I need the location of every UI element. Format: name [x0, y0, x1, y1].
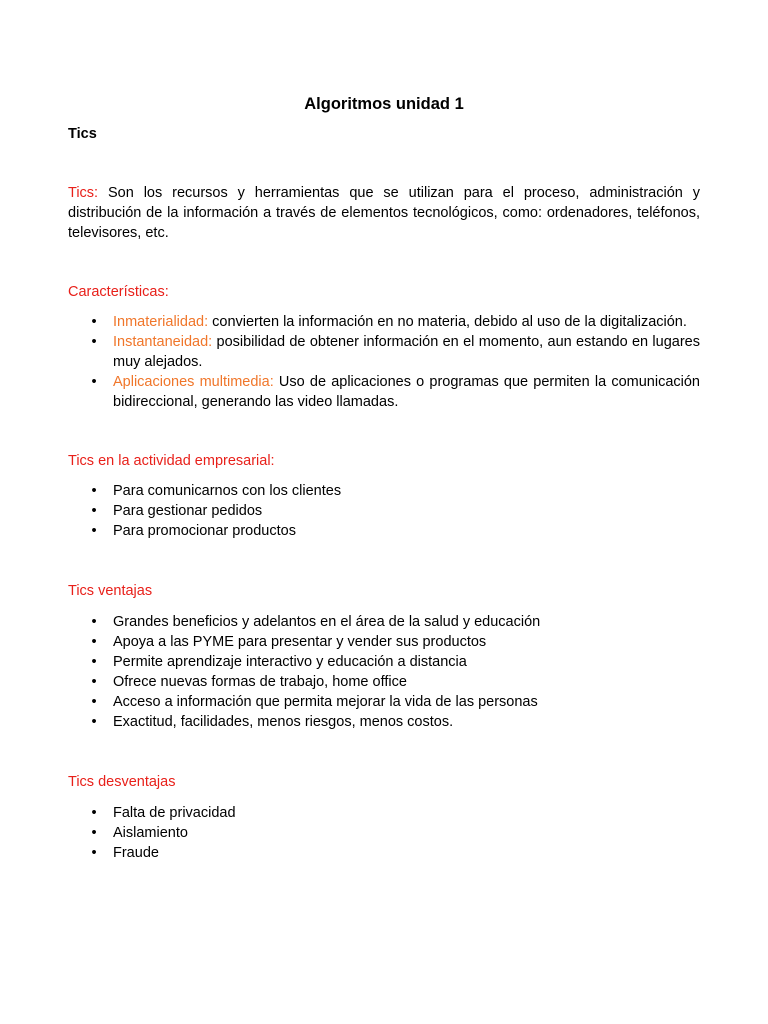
intro-paragraph	[68, 183, 700, 243]
bullet-icon: •	[91, 674, 97, 690]
item-text: Para comunicarnos con los clientes	[113, 483, 342, 499]
item-text: Ofrece nuevas formas de trabajo, home office	[113, 674, 407, 690]
list-item	[68, 612, 700, 632]
list-item	[68, 372, 700, 412]
intro-term: Tics:	[68, 185, 99, 201]
item-text: posibilidad de obtener información en el momento, aun estando en lugares muy alejados.	[113, 334, 700, 370]
list-item	[68, 843, 700, 863]
caracteristicas-list	[68, 312, 700, 412]
bullet-icon: •	[91, 483, 97, 499]
list-item	[68, 823, 700, 843]
item-text: Exactitud, facilidades, menos riesgos, menos costos.	[113, 714, 454, 730]
item-text: Grandes beneficios y adelantos en el área de la salud y educación	[113, 614, 541, 630]
bullet-icon: •	[91, 654, 97, 670]
item-text: Fraude	[113, 845, 159, 861]
list-item	[68, 501, 700, 521]
item-text: Para promocionar productos	[113, 523, 296, 539]
document-subtitle: Tics	[68, 126, 97, 142]
caracteristicas-heading: Características:	[68, 284, 169, 300]
list-item	[68, 332, 700, 372]
item-text: Acceso a información que permita mejorar la vida de las personas	[113, 694, 538, 710]
empresarial-list	[68, 481, 700, 541]
desventajas-heading: Tics desventajas	[68, 774, 176, 790]
item-text: Falta de privacidad	[113, 805, 236, 821]
item-text: Permite aprendizaje interactivo y educación a distancia	[113, 654, 467, 670]
bullet-icon: •	[91, 334, 97, 350]
ventajas-heading: Tics ventajas	[68, 583, 153, 599]
bullet-icon: •	[91, 314, 97, 330]
list-item	[68, 712, 700, 732]
bullet-icon: •	[91, 614, 97, 630]
item-text: Aislamiento	[113, 825, 188, 841]
intro-text: Son los recursos y herramientas que se utilizan para el proceso, administración y distribución de la información a través de elementos tecnológicos, como: ordenadores, teléfonos, televisores, etc.	[68, 185, 700, 241]
item-text: Para gestionar pedidos	[113, 503, 263, 519]
ventajas-list	[68, 612, 700, 732]
desventajas-list	[68, 803, 700, 863]
list-item	[68, 521, 700, 541]
list-item	[68, 672, 700, 692]
bullet-icon: •	[91, 694, 97, 710]
list-item	[68, 803, 700, 823]
bullet-icon: •	[91, 825, 97, 841]
list-item	[68, 692, 700, 712]
item-text: Apoya a las PYME para presentar y vender sus productos	[113, 634, 487, 650]
item-term: Instantaneidad:	[113, 334, 213, 350]
bullet-icon: •	[91, 634, 97, 650]
item-term: Inmaterialidad:	[113, 314, 209, 330]
document-title: Algoritmos unidad 1	[304, 95, 464, 113]
list-item	[68, 632, 700, 652]
bullet-icon: •	[91, 845, 97, 861]
item-text: convierten la información en no materia, debido al uso de la digitalización.	[208, 314, 687, 330]
empresarial-heading: Tics en la actividad empresarial:	[68, 453, 275, 469]
list-item	[68, 312, 700, 332]
bullet-icon: •	[91, 714, 97, 730]
bullet-icon: •	[91, 805, 97, 821]
list-item	[68, 481, 700, 501]
list-item	[68, 652, 700, 672]
item-term: Aplicaciones multimedia:	[113, 374, 274, 390]
bullet-icon: •	[91, 503, 97, 519]
bullet-icon: •	[91, 523, 97, 539]
item-text: Uso de aplicaciones o programas que permiten la comunicación bidireccional, generando las video llamadas.	[113, 374, 700, 410]
bullet-icon: •	[91, 374, 97, 390]
